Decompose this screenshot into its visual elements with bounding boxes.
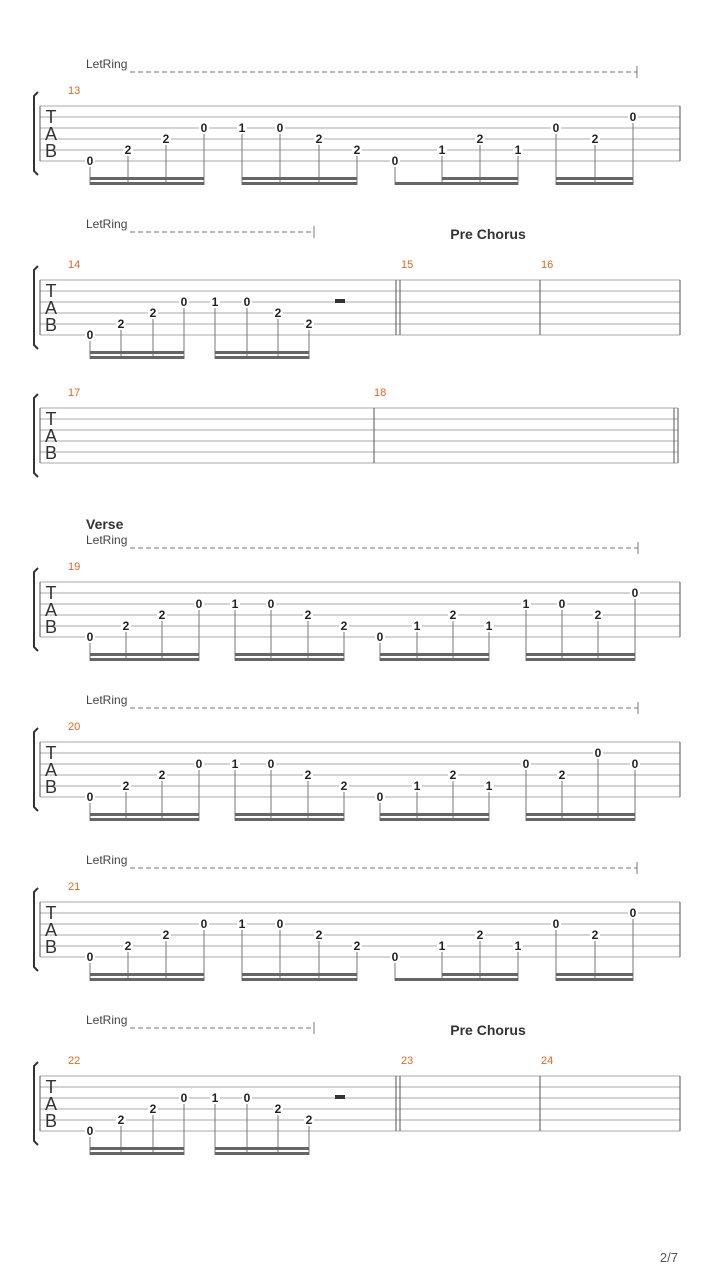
section-marker: Pre Chorus — [450, 226, 526, 242]
beam — [526, 813, 635, 816]
half-rest — [335, 299, 345, 303]
tab-clef-letter: A — [44, 124, 58, 144]
fret-number: 1 — [238, 121, 246, 135]
fret-number: 0 — [200, 917, 208, 931]
beam — [242, 182, 357, 185]
fret-number: 2 — [149, 1102, 157, 1116]
fret-number: 0 — [86, 1124, 94, 1138]
beam — [380, 813, 489, 816]
beam — [556, 978, 633, 981]
fret-number: 0 — [276, 917, 284, 931]
fret-number: 1 — [485, 619, 493, 633]
fret-number: 2 — [353, 939, 361, 953]
fret-number: 0 — [195, 757, 203, 771]
tab-system — [34, 1013, 680, 1155]
beam — [215, 356, 309, 359]
fret-number: 2 — [305, 317, 313, 331]
fret-number: 2 — [304, 608, 312, 622]
tab-clef-letter: B — [44, 315, 58, 335]
fret-number: 2 — [591, 132, 599, 146]
tab-clef-letter: A — [44, 426, 58, 446]
let-ring-label: LetRing — [86, 533, 128, 547]
fret-number: 0 — [629, 906, 637, 920]
fret-number: 2 — [124, 143, 132, 157]
section-marker: Pre Chorus — [450, 1022, 526, 1038]
bar-number: 23 — [401, 1055, 414, 1067]
fret-number: 0 — [86, 790, 94, 804]
system-bracket — [34, 92, 38, 175]
beam — [90, 1152, 184, 1155]
tab-clef-letter: A — [44, 298, 58, 318]
tab-clef-letter: T — [45, 583, 57, 603]
fret-number: 0 — [276, 121, 284, 135]
bar-number: 16 — [541, 259, 554, 271]
beam — [442, 177, 518, 180]
fret-number: 0 — [522, 757, 530, 771]
beam — [235, 653, 344, 656]
fret-number: 1 — [413, 779, 421, 793]
fret-number: 2 — [353, 143, 361, 157]
fret-number: 2 — [122, 619, 130, 633]
fret-number: 0 — [558, 597, 566, 611]
fret-number: 1 — [514, 939, 522, 953]
tab-clef-letter: B — [44, 443, 58, 463]
fret-number: 0 — [552, 121, 560, 135]
beam — [380, 658, 489, 661]
bar-number: 21 — [68, 881, 81, 893]
fret-number: 0 — [200, 121, 208, 135]
let-ring-label: LetRing — [86, 693, 128, 707]
fret-number: 0 — [180, 1091, 188, 1105]
fret-number: 0 — [391, 154, 399, 168]
fret-number: 2 — [158, 608, 166, 622]
fret-number: 0 — [631, 586, 639, 600]
beam — [215, 1152, 309, 1155]
fret-number: 1 — [238, 917, 246, 931]
system-bracket — [34, 1062, 38, 1145]
tab-system — [34, 57, 680, 185]
fret-number: 0 — [376, 630, 384, 644]
fret-number: 1 — [485, 779, 493, 793]
fret-number: 1 — [514, 143, 522, 157]
system-bracket — [34, 266, 38, 349]
system-bracket — [34, 394, 38, 477]
fret-number: 2 — [305, 1113, 313, 1127]
fret-number: 2 — [117, 317, 125, 331]
tab-clef-letter: B — [44, 1111, 58, 1131]
beam — [90, 182, 204, 185]
let-ring-label: LetRing — [86, 217, 128, 231]
tab-clef-letter: B — [44, 617, 58, 637]
beam — [395, 978, 518, 981]
beam — [556, 177, 633, 180]
fret-number: 0 — [243, 295, 251, 309]
fret-number: 2 — [304, 768, 312, 782]
beam — [380, 653, 489, 656]
beam — [90, 658, 199, 661]
let-ring-label: LetRing — [86, 853, 128, 867]
beam — [235, 818, 344, 821]
fret-number: 1 — [231, 597, 239, 611]
fret-number: 2 — [449, 768, 457, 782]
fret-number: 0 — [267, 757, 275, 771]
tab-clef-letter: A — [44, 760, 58, 780]
beam — [526, 818, 635, 821]
beam — [242, 973, 357, 976]
fret-number: 0 — [180, 295, 188, 309]
beam — [90, 813, 199, 816]
tab-clef-letter: A — [44, 600, 58, 620]
tab-system — [34, 693, 680, 821]
page-number: 2/7 — [659, 1250, 678, 1265]
tab-clef-letter: B — [44, 777, 58, 797]
beam — [556, 973, 633, 976]
beam — [215, 351, 309, 354]
tab-clef-letter: T — [45, 281, 57, 301]
fret-number: 2 — [558, 768, 566, 782]
fret-number: 1 — [211, 295, 219, 309]
fret-number: 2 — [340, 619, 348, 633]
tab-system — [34, 853, 680, 981]
beam — [90, 177, 204, 180]
tab-clef-letter: A — [44, 920, 58, 940]
beam — [235, 813, 344, 816]
beam — [395, 182, 518, 185]
fret-number: 0 — [86, 154, 94, 168]
beam — [242, 978, 357, 981]
fret-number: 2 — [274, 1102, 282, 1116]
fret-number: 1 — [231, 757, 239, 771]
fret-number: 0 — [391, 950, 399, 964]
fret-number: 1 — [438, 939, 446, 953]
fret-number: 2 — [124, 939, 132, 953]
fret-number: 0 — [86, 630, 94, 644]
fret-number: 0 — [243, 1091, 251, 1105]
system-bracket — [34, 568, 38, 651]
fret-number: 2 — [162, 132, 170, 146]
let-ring-label: LetRing — [86, 1013, 128, 1027]
bar-number: 18 — [374, 387, 387, 399]
half-rest — [335, 1095, 345, 1099]
system-bracket — [34, 728, 38, 811]
tab-clef-letter: B — [44, 937, 58, 957]
fret-number: 2 — [158, 768, 166, 782]
bar-number: 20 — [68, 721, 81, 733]
beam — [235, 658, 344, 661]
tab-system — [34, 516, 680, 661]
beam — [556, 182, 633, 185]
fret-number: 1 — [413, 619, 421, 633]
system-bracket — [34, 888, 38, 971]
fret-number: 1 — [211, 1091, 219, 1105]
tab-clef-letter: T — [45, 903, 57, 923]
bar-number: 19 — [68, 561, 81, 573]
beam — [90, 351, 184, 354]
fret-number: 2 — [162, 928, 170, 942]
fret-number: 1 — [522, 597, 530, 611]
tab-system — [34, 387, 678, 477]
fret-number: 2 — [149, 306, 157, 320]
tab-system — [34, 217, 680, 359]
bar-number: 17 — [68, 387, 81, 399]
fret-number: 2 — [315, 928, 323, 942]
bar-number: 22 — [68, 1055, 81, 1067]
fret-number: 2 — [476, 132, 484, 146]
beam — [442, 973, 518, 976]
fret-number: 0 — [631, 757, 639, 771]
fret-number: 0 — [267, 597, 275, 611]
beam — [90, 818, 199, 821]
tab-clef-letter: T — [45, 107, 57, 127]
bar-number: 13 — [68, 85, 81, 97]
fret-number: 0 — [552, 917, 560, 931]
fret-number: 2 — [117, 1113, 125, 1127]
fret-number: 0 — [629, 110, 637, 124]
fret-number: 0 — [86, 950, 94, 964]
beam — [90, 653, 199, 656]
beam — [90, 356, 184, 359]
fret-number: 2 — [315, 132, 323, 146]
tab-clef-letter: A — [44, 1094, 58, 1114]
fret-number: 2 — [274, 306, 282, 320]
fret-number: 2 — [591, 928, 599, 942]
beam — [526, 653, 635, 656]
fret-number: 2 — [594, 608, 602, 622]
tab-clef-letter: T — [45, 1077, 57, 1097]
section-marker: Verse — [86, 516, 124, 532]
fret-number: 2 — [340, 779, 348, 793]
fret-number: 0 — [594, 746, 602, 760]
fret-number: 0 — [195, 597, 203, 611]
fret-number: 2 — [476, 928, 484, 942]
beam — [215, 1147, 309, 1150]
beam — [90, 978, 204, 981]
fret-number: 2 — [449, 608, 457, 622]
bar-number: 15 — [401, 259, 414, 271]
bar-number: 14 — [68, 259, 81, 271]
beam — [526, 658, 635, 661]
beam — [242, 177, 357, 180]
let-ring-label: LetRing — [86, 57, 128, 71]
tab-clef-letter: B — [44, 141, 58, 161]
beam — [90, 1147, 184, 1150]
bar-number: 24 — [541, 1055, 554, 1067]
beam — [90, 973, 204, 976]
beam — [380, 818, 489, 821]
fret-number: 0 — [86, 328, 94, 342]
fret-number: 2 — [122, 779, 130, 793]
tab-clef-letter: T — [45, 409, 57, 429]
tab-clef-letter: T — [45, 743, 57, 763]
fret-number: 1 — [438, 143, 446, 157]
fret-number: 0 — [376, 790, 384, 804]
